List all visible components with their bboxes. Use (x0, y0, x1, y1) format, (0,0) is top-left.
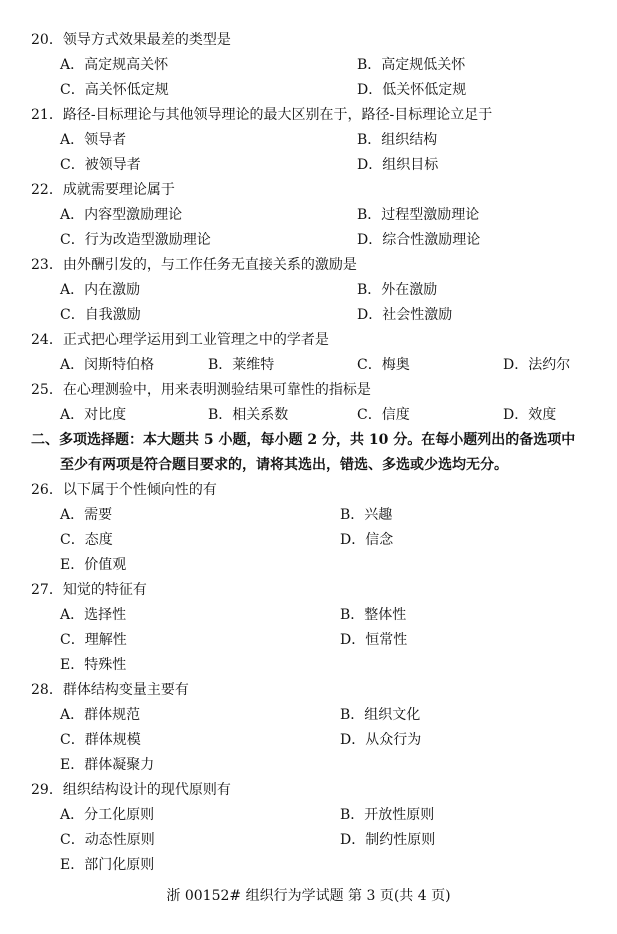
option-row (0, 153, 617, 178)
option-row (0, 803, 617, 828)
option-25-a: A．对比度 (60, 407, 127, 423)
question-27-stem: 27．知觉的特征有 (31, 582, 147, 598)
question-stem (0, 378, 617, 403)
option-23-b: B．外在激励 (357, 282, 438, 298)
option-27-d: D．恒常性 (340, 632, 408, 648)
option-20-b: B．高定规低关怀 (357, 57, 466, 73)
option-22-c: C．行为改造型激励理论 (60, 232, 211, 248)
option-23-d: D．社会性激励 (357, 307, 453, 323)
option-28-c: C．群体规模 (60, 732, 141, 748)
option-24-a: A．闵斯特伯格 (60, 357, 155, 373)
question-23-stem: 23．由外酬引发的，与工作任务无直接关系的激励是 (31, 257, 357, 273)
option-row (0, 203, 617, 228)
page-footer: 浙 00152# 组织行为学试题 第 3 页(共 4 页) (166, 888, 451, 904)
option-row (0, 503, 617, 528)
option-28-e: E．群体凝聚力 (60, 757, 155, 773)
option-row (0, 628, 617, 653)
question-stem (0, 328, 617, 353)
option-row (0, 703, 617, 728)
option-21-a: A．领导者 (60, 132, 127, 148)
option-27-e: E．特殊性 (60, 657, 127, 673)
option-row (0, 653, 617, 678)
question-29-stem: 29．组织结构设计的现代原则有 (31, 782, 231, 798)
question-22-stem: 22．成就需要理论属于 (31, 182, 175, 198)
option-20-c: C．高关怀低定规 (60, 82, 169, 98)
option-24-b: B．莱维特 (208, 357, 275, 373)
section-2-line-1: 二、多项选择题：本大题共 5 小题，每小题 2 分，共 10 分。在每小题列出的备选项中 (31, 432, 576, 448)
option-26-c: C．态度 (60, 532, 113, 548)
option-27-b: B．整体性 (340, 607, 407, 623)
option-24-d: D．法约尔 (503, 357, 571, 373)
question-stem (0, 478, 617, 503)
option-21-d: D．组织目标 (357, 157, 439, 173)
question-28-stem: 28．群体结构变量主要有 (31, 682, 189, 698)
option-26-a: A．需要 (60, 507, 113, 523)
option-20-a: A．高定规高关怀 (60, 57, 169, 73)
question-26-stem: 26．以下属于个性倾向性的有 (31, 482, 217, 498)
option-28-a: A．群体规范 (60, 707, 141, 723)
option-row (0, 53, 617, 78)
option-20-d: D．低关怀低定规 (357, 82, 467, 98)
option-25-d: D．效度 (503, 407, 557, 423)
option-row (0, 78, 617, 103)
option-28-b: B．组织文化 (340, 707, 421, 723)
question-stem (0, 778, 617, 803)
option-29-c: C．动态性原则 (60, 832, 155, 848)
option-26-e: E．价值观 (60, 557, 127, 573)
option-row (0, 828, 617, 853)
question-stem (0, 178, 617, 203)
option-23-c: C．自我激励 (60, 307, 141, 323)
section-heading (0, 453, 617, 478)
option-row (0, 353, 617, 378)
option-25-b: B．相关系数 (208, 407, 289, 423)
question-20-stem: 20．领导方式效果最差的类型是 (31, 32, 231, 48)
option-26-d: D．信念 (340, 532, 394, 548)
option-row (0, 728, 617, 753)
question-25-stem: 25．在心理测验中，用来表明测验结果可靠性的指标是 (31, 382, 371, 398)
question-stem (0, 678, 617, 703)
option-row (0, 603, 617, 628)
option-row (0, 128, 617, 153)
option-row (0, 278, 617, 303)
option-29-a: A．分工化原则 (60, 807, 155, 823)
option-row (0, 853, 617, 878)
option-23-a: A．内在激励 (60, 282, 141, 298)
option-22-b: B．过程型激励理论 (357, 207, 480, 223)
option-29-b: B．开放性原则 (340, 807, 435, 823)
option-29-d: D．制约性原则 (340, 832, 436, 848)
question-stem (0, 28, 617, 53)
option-21-c: C．被领导者 (60, 157, 141, 173)
option-24-c: C．梅奥 (357, 357, 410, 373)
section-heading (0, 428, 617, 453)
option-27-c: C．理解性 (60, 632, 127, 648)
option-row (0, 553, 617, 578)
option-26-b: B．兴趣 (340, 507, 393, 523)
question-stem (0, 578, 617, 603)
option-21-b: B．组织结构 (357, 132, 438, 148)
question-21-stem: 21．路径-目标理论与其他领导理论的最大区别在于，路径-目标理论立足于 (31, 107, 493, 123)
option-22-d: D．综合性激励理论 (357, 232, 481, 248)
option-22-a: A．内容型激励理论 (60, 207, 183, 223)
option-27-a: A．选择性 (60, 607, 127, 623)
option-row (0, 303, 617, 328)
option-25-c: C．信度 (357, 407, 410, 423)
question-24-stem: 24．正式把心理学运用到工业管理之中的学者是 (31, 332, 329, 348)
question-stem (0, 253, 617, 278)
option-row (0, 528, 617, 553)
option-row (0, 228, 617, 253)
question-stem (0, 103, 617, 128)
option-29-e: E．部门化原则 (60, 857, 155, 873)
option-row (0, 753, 617, 778)
option-28-d: D．从众行为 (340, 732, 422, 748)
section-2-line-2: 至少有两项是符合题目要求的，请将其选出，错选、多选或少选均无分。 (60, 457, 508, 473)
option-row (0, 403, 617, 428)
